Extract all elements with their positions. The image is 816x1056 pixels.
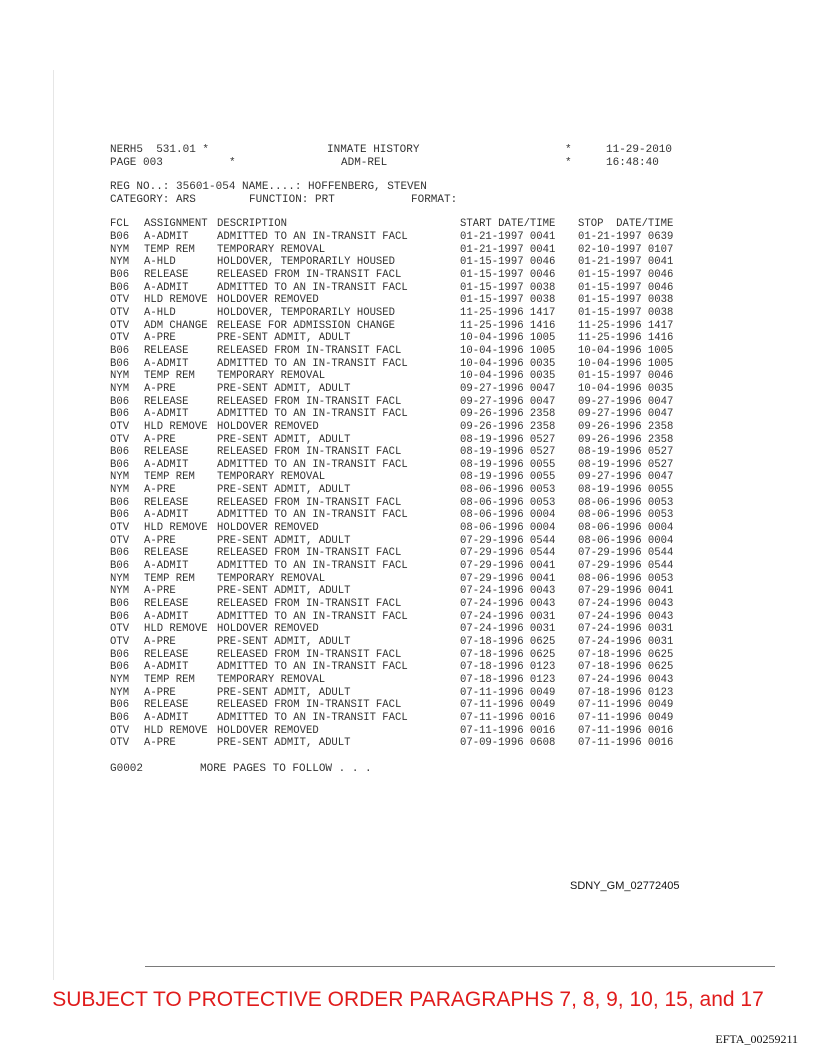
row-start: 07-24-1996 0031 <box>460 623 556 636</box>
row-assignment: A-PRE <box>144 585 176 598</box>
row-stop: 07-24-1996 0043 <box>578 610 674 623</box>
col-assignment: ASSIGNMENT <box>144 218 208 230</box>
page-number: PAGE 003 <box>110 157 163 169</box>
row-description: PRE-SENT ADMIT, ADULT <box>217 332 351 345</box>
row-fcl: OTV <box>110 522 130 535</box>
row-fcl: B06 <box>110 344 130 357</box>
row-stop: 07-11-1996 0049 <box>578 699 674 712</box>
row-description: HOLDOVER, TEMPORARILY HOUSED <box>217 256 396 269</box>
row-description: ADMITTED TO AN IN-TRANSIT FACL <box>217 357 408 370</box>
row-assignment: RELEASE <box>144 699 189 712</box>
table-row <box>110 687 698 700</box>
col-description: DESCRIPTION <box>217 218 287 230</box>
row-description: ADMITTED TO AN IN-TRANSIT FACL <box>217 231 408 243</box>
row-fcl: OTV <box>110 534 130 547</box>
row-assignment: A-ADMIT <box>144 509 189 522</box>
row-assignment: A-ADMIT <box>144 610 189 623</box>
row-assignment: A-PRE <box>144 484 176 497</box>
table-row <box>110 598 698 611</box>
row-stop: 07-18-1996 0625 <box>578 661 674 674</box>
table-row <box>110 547 698 560</box>
row-description: PRE-SENT ADMIT, ADULT <box>217 484 351 497</box>
row-start: 11-25-1996 1416 <box>460 319 556 332</box>
row-fcl: OTV <box>110 306 130 319</box>
table-row <box>110 661 698 674</box>
row-stop: 02-10-1997 0107 <box>578 243 674 256</box>
row-assignment: A-PRE <box>144 382 176 395</box>
row-start: 07-29-1996 0041 <box>460 560 556 573</box>
row-stop: 11-25-1996 1417 <box>578 319 674 332</box>
row-description: RELEASED FROM IN-TRANSIT FACL <box>217 395 402 408</box>
row-assignment: A-PRE <box>144 636 176 648</box>
row-description: TEMPORARY REMOVAL <box>217 243 326 256</box>
report-date: 11-29-2010 <box>606 144 673 156</box>
row-stop: 08-06-1996 0053 <box>578 496 674 509</box>
row-fcl: B06 <box>110 458 130 471</box>
row-description: RELEASED FROM IN-TRANSIT FACL <box>217 446 402 459</box>
row-stop: 01-15-1997 0038 <box>578 306 674 319</box>
row-fcl: OTV <box>110 623 130 636</box>
row-fcl: B06 <box>110 496 130 509</box>
row-fcl: B06 <box>110 509 130 522</box>
row-fcl: OTV <box>110 294 130 307</box>
row-assignment: RELEASE <box>144 446 189 459</box>
row-description: RELEASED FROM IN-TRANSIT FACL <box>217 268 402 281</box>
row-fcl: OTV <box>110 433 130 446</box>
row-assignment: A-ADMIT <box>144 458 189 471</box>
row-stop: 08-19-1996 0055 <box>578 484 674 497</box>
row-fcl: OTV <box>110 420 130 433</box>
row-stop: 07-11-1996 0049 <box>578 711 674 724</box>
row-description: PRE-SENT ADMIT, ADULT <box>217 636 351 648</box>
row-start: 01-15-1997 0038 <box>460 281 556 294</box>
row-fcl: NYM <box>110 686 130 699</box>
bates-number: SDNY_GM_02772405 <box>570 880 680 892</box>
row-assignment: HLD REMOVE <box>144 522 208 535</box>
row-start: 07-24-1996 0031 <box>460 610 556 623</box>
row-description: RELEASED FROM IN-TRANSIT FACL <box>217 344 402 357</box>
row-assignment: A-PRE <box>144 433 176 446</box>
row-fcl: B06 <box>110 598 130 611</box>
row-stop: 08-06-1996 0004 <box>578 534 674 547</box>
row-assignment: RELEASE <box>144 648 189 661</box>
table-row <box>110 649 698 662</box>
row-start: 07-11-1996 0016 <box>460 724 556 737</box>
row-description: ADMITTED TO AN IN-TRANSIT FACL <box>217 661 408 674</box>
row-start: 01-15-1997 0046 <box>460 268 556 281</box>
row-stop: 07-24-1996 0043 <box>578 598 674 611</box>
row-assignment: A-PRE <box>144 332 176 345</box>
row-start: 07-11-1996 0016 <box>460 711 556 724</box>
row-stop: 07-18-1996 0625 <box>578 648 674 661</box>
table-row <box>110 320 698 333</box>
row-description: ADMITTED TO AN IN-TRANSIT FACL <box>217 711 408 724</box>
row-stop: 10-04-1996 1005 <box>578 357 674 370</box>
row-start: 01-15-1997 0046 <box>460 256 556 269</box>
row-assignment: A-HLD <box>144 256 176 269</box>
row-fcl: NYM <box>110 585 130 598</box>
row-assignment: HLD REMOVE <box>144 420 208 433</box>
row-start: 09-26-1996 2358 <box>460 408 556 421</box>
row-assignment: A-ADMIT <box>144 408 189 421</box>
row-stop: 07-11-1996 0016 <box>578 737 674 750</box>
report-title: INMATE HISTORY <box>327 144 420 156</box>
row-start: 08-19-1996 0527 <box>460 433 556 446</box>
row-start: 07-29-1996 0544 <box>460 534 556 547</box>
table-row <box>110 459 698 472</box>
reg-name-line: REG NO..: 35601-054 NAME....: HOFFENBERG, STEVEN <box>110 181 427 193</box>
protective-order-notice: SUBJECT TO PROTECTIVE ORDER PARAGRAPHS 7, 8, 9, 10, 15, and 17 <box>52 988 764 1011</box>
table-row <box>110 307 698 320</box>
row-description: TEMPORARY REMOVAL <box>217 673 326 686</box>
row-fcl: B06 <box>110 268 130 281</box>
row-assignment: TEMP REM <box>144 673 195 686</box>
table-row <box>110 370 698 383</box>
table-row <box>110 737 698 750</box>
row-stop: 09-27-1996 0047 <box>578 395 674 408</box>
row-description: ADMITTED TO AN IN-TRANSIT FACL <box>217 281 408 294</box>
row-description: RELEASE FOR ADMISSION CHANGE <box>217 319 396 332</box>
table-row <box>110 509 698 522</box>
table-row <box>110 231 698 244</box>
row-stop: 08-19-1996 0527 <box>578 446 674 459</box>
table-row <box>110 446 698 459</box>
row-description: RELEASED FROM IN-TRANSIT FACL <box>217 547 402 560</box>
header-star-right-2: * <box>565 157 572 169</box>
row-start: 09-27-1996 0047 <box>460 395 556 408</box>
row-assignment: ADM CHANGE <box>144 319 208 332</box>
row-description: HOLDOVER REMOVED <box>217 724 319 737</box>
row-fcl: B06 <box>110 610 130 623</box>
row-start: 08-06-1996 0053 <box>460 496 556 509</box>
row-description: HOLDOVER REMOVED <box>217 420 319 433</box>
row-start: 07-09-1996 0608 <box>460 737 556 750</box>
system-id: NERH5 531.01 * <box>110 144 210 156</box>
more-pages-note: MORE PAGES TO FOLLOW . . . <box>200 763 372 775</box>
row-fcl: B06 <box>110 446 130 459</box>
format-label: FORMAT: <box>411 194 458 206</box>
table-row <box>110 611 698 624</box>
table-row <box>110 560 698 573</box>
row-stop: 10-04-1996 0035 <box>578 382 674 395</box>
row-start: 08-19-1996 0527 <box>460 446 556 459</box>
row-assignment: TEMP REM <box>144 243 195 256</box>
row-start: 08-06-1996 0053 <box>460 484 556 497</box>
row-assignment: A-HLD <box>144 306 176 319</box>
row-assignment: RELEASE <box>144 395 189 408</box>
table-row <box>110 522 698 535</box>
report-subtitle: ADM-REL <box>341 157 388 169</box>
table-row <box>110 383 698 396</box>
row-description: TEMPORARY REMOVAL <box>217 572 326 585</box>
row-fcl: OTV <box>110 332 130 345</box>
col-start: START DATE/TIME <box>460 218 556 230</box>
row-stop: 08-19-1996 0527 <box>578 458 674 471</box>
row-assignment: TEMP REM <box>144 471 195 484</box>
row-start: 01-21-1997 0041 <box>460 243 556 256</box>
row-fcl: B06 <box>110 547 130 560</box>
row-stop: 07-29-1996 0041 <box>578 585 674 598</box>
history-table <box>110 231 698 750</box>
footer-divider <box>145 966 775 967</box>
table-row <box>110 269 698 282</box>
row-stop: 07-18-1996 0123 <box>578 686 674 699</box>
row-start: 07-18-1996 0123 <box>460 673 556 686</box>
row-description: RELEASED FROM IN-TRANSIT FACL <box>217 648 402 661</box>
row-assignment: HLD REMOVE <box>144 623 208 636</box>
row-description: PRE-SENT ADMIT, ADULT <box>217 433 351 446</box>
row-fcl: B06 <box>110 699 130 712</box>
row-start: 10-04-1996 0035 <box>460 357 556 370</box>
row-stop: 11-25-1996 1416 <box>578 332 674 345</box>
table-row <box>110 434 698 447</box>
row-stop: 08-06-1996 0053 <box>578 572 674 585</box>
header-star: * <box>229 157 236 169</box>
row-stop: 01-21-1997 0639 <box>578 231 674 243</box>
row-description: ADMITTED TO AN IN-TRANSIT FACL <box>217 610 408 623</box>
header-star-right-1: * <box>565 144 572 156</box>
row-description: HOLDOVER REMOVED <box>217 294 319 307</box>
row-assignment: TEMP REM <box>144 572 195 585</box>
row-fcl: B06 <box>110 281 130 294</box>
row-start: 08-06-1996 0004 <box>460 509 556 522</box>
row-start: 10-04-1996 0035 <box>460 370 556 383</box>
footer-code: G0002 <box>110 763 144 775</box>
row-start: 08-19-1996 0055 <box>460 458 556 471</box>
row-fcl: B06 <box>110 560 130 573</box>
row-assignment: A-ADMIT <box>144 560 189 573</box>
row-stop: 01-15-1997 0046 <box>578 268 674 281</box>
table-row <box>110 282 698 295</box>
col-fcl: FCL <box>110 218 130 230</box>
row-assignment: A-ADMIT <box>144 231 189 243</box>
row-fcl: OTV <box>110 724 130 737</box>
row-fcl: NYM <box>110 484 130 497</box>
row-stop: 09-27-1996 0047 <box>578 408 674 421</box>
table-row <box>110 699 698 712</box>
row-fcl: NYM <box>110 471 130 484</box>
row-fcl: NYM <box>110 370 130 383</box>
row-fcl: NYM <box>110 572 130 585</box>
row-stop: 09-26-1996 2358 <box>578 420 674 433</box>
scan-margin-line <box>53 70 54 980</box>
row-fcl: B06 <box>110 711 130 724</box>
row-stop: 07-24-1996 0043 <box>578 673 674 686</box>
row-assignment: RELEASE <box>144 547 189 560</box>
table-row <box>110 332 698 345</box>
row-stop: 10-04-1996 1005 <box>578 344 674 357</box>
row-fcl: NYM <box>110 256 130 269</box>
row-assignment: A-ADMIT <box>144 281 189 294</box>
row-description: TEMPORARY REMOVAL <box>217 370 326 383</box>
row-fcl: B06 <box>110 357 130 370</box>
row-stop: 07-29-1996 0544 <box>578 547 674 560</box>
row-stop: 01-15-1997 0046 <box>578 370 674 383</box>
row-description: HOLDOVER REMOVED <box>217 522 319 535</box>
row-description: PRE-SENT ADMIT, ADULT <box>217 737 351 750</box>
row-start: 07-18-1996 0123 <box>460 661 556 674</box>
table-row <box>110 535 698 548</box>
row-assignment: A-PRE <box>144 534 176 547</box>
row-assignment: TEMP REM <box>144 370 195 383</box>
row-start: 07-11-1996 0049 <box>460 686 556 699</box>
row-start: 01-15-1997 0038 <box>460 294 556 307</box>
row-assignment: RELEASE <box>144 344 189 357</box>
row-fcl: OTV <box>110 737 130 750</box>
table-row <box>110 471 698 484</box>
row-fcl: B06 <box>110 231 130 243</box>
row-start: 07-29-1996 0544 <box>460 547 556 560</box>
row-fcl: OTV <box>110 319 130 332</box>
row-start: 10-04-1996 1005 <box>460 344 556 357</box>
table-row <box>110 484 698 497</box>
report-time: 16:48:40 <box>606 157 659 169</box>
row-start: 08-06-1996 0004 <box>460 522 556 535</box>
table-row <box>110 396 698 409</box>
row-fcl: B06 <box>110 648 130 661</box>
row-start: 07-29-1996 0041 <box>460 572 556 585</box>
table-row <box>110 585 698 598</box>
table-row <box>110 256 698 269</box>
col-stop: STOP DATE/TIME <box>578 218 674 230</box>
row-start: 08-19-1996 0055 <box>460 471 556 484</box>
row-assignment: RELEASE <box>144 496 189 509</box>
row-stop: 07-11-1996 0016 <box>578 724 674 737</box>
row-description: ADMITTED TO AN IN-TRANSIT FACL <box>217 509 408 522</box>
row-assignment: A-ADMIT <box>144 357 189 370</box>
row-description: PRE-SENT ADMIT, ADULT <box>217 585 351 598</box>
row-description: RELEASED FROM IN-TRANSIT FACL <box>217 598 402 611</box>
table-row <box>110 345 698 358</box>
row-assignment: A-ADMIT <box>144 711 189 724</box>
table-row <box>110 358 698 371</box>
row-start: 07-11-1996 0049 <box>460 699 556 712</box>
row-stop: 09-26-1996 2358 <box>578 433 674 446</box>
row-stop: 09-27-1996 0047 <box>578 471 674 484</box>
table-row <box>110 497 698 510</box>
row-fcl: B06 <box>110 661 130 674</box>
category-label: CATEGORY: ARS <box>110 194 196 206</box>
row-assignment: A-PRE <box>144 686 176 699</box>
row-assignment: A-PRE <box>144 737 176 750</box>
row-description: RELEASED FROM IN-TRANSIT FACL <box>217 496 402 509</box>
row-description: ADMITTED TO AN IN-TRANSIT FACL <box>217 408 408 421</box>
row-stop: 01-15-1997 0046 <box>578 281 674 294</box>
row-start: 07-18-1996 0625 <box>460 648 556 661</box>
row-description: TEMPORARY REMOVAL <box>217 471 326 484</box>
row-start: 07-24-1996 0043 <box>460 598 556 611</box>
table-row <box>110 712 698 725</box>
row-start: 01-21-1997 0041 <box>460 231 556 243</box>
row-start: 09-26-1996 2358 <box>460 420 556 433</box>
efta-number: EFTA_00259211 <box>715 1032 798 1046</box>
row-start: 11-25-1996 1417 <box>460 306 556 319</box>
table-row <box>110 573 698 586</box>
row-assignment: RELEASE <box>144 598 189 611</box>
row-description: HOLDOVER REMOVED <box>217 623 319 636</box>
row-assignment: HLD REMOVE <box>144 294 208 307</box>
row-stop: 01-21-1997 0041 <box>578 256 674 269</box>
row-assignment: HLD REMOVE <box>144 724 208 737</box>
row-start: 07-18-1996 0625 <box>460 636 556 648</box>
row-stop: 08-06-1996 0004 <box>578 522 674 535</box>
table-row <box>110 244 698 257</box>
table-row <box>110 623 698 636</box>
row-assignment: A-ADMIT <box>144 661 189 674</box>
row-start: 09-27-1996 0047 <box>460 382 556 395</box>
row-fcl: OTV <box>110 636 130 648</box>
row-description: HOLDOVER, TEMPORARILY HOUSED <box>217 306 396 319</box>
row-stop: 07-24-1996 0031 <box>578 636 674 648</box>
function-label: FUNCTION: PRT <box>249 194 335 206</box>
row-fcl: NYM <box>110 382 130 395</box>
row-assignment: RELEASE <box>144 268 189 281</box>
row-start: 10-04-1996 1005 <box>460 332 556 345</box>
row-description: ADMITTED TO AN IN-TRANSIT FACL <box>217 458 408 471</box>
row-stop: 08-06-1996 0053 <box>578 509 674 522</box>
table-row <box>110 725 698 738</box>
row-description: PRE-SENT ADMIT, ADULT <box>217 382 351 395</box>
table-row <box>110 674 698 687</box>
table-row <box>110 421 698 434</box>
row-fcl: NYM <box>110 673 130 686</box>
row-description: ADMITTED TO AN IN-TRANSIT FACL <box>217 560 408 573</box>
row-start: 07-24-1996 0043 <box>460 585 556 598</box>
row-description: PRE-SENT ADMIT, ADULT <box>217 686 351 699</box>
column-header-row <box>110 218 698 231</box>
table-row <box>110 408 698 421</box>
row-description: RELEASED FROM IN-TRANSIT FACL <box>217 699 402 712</box>
row-fcl: NYM <box>110 243 130 256</box>
row-description: PRE-SENT ADMIT, ADULT <box>217 534 351 547</box>
row-fcl: B06 <box>110 395 130 408</box>
table-row <box>110 294 698 307</box>
row-fcl: B06 <box>110 408 130 421</box>
row-stop: 01-15-1997 0038 <box>578 294 674 307</box>
row-stop: 07-29-1996 0544 <box>578 560 674 573</box>
table-row <box>110 636 698 649</box>
row-stop: 07-24-1996 0031 <box>578 623 674 636</box>
